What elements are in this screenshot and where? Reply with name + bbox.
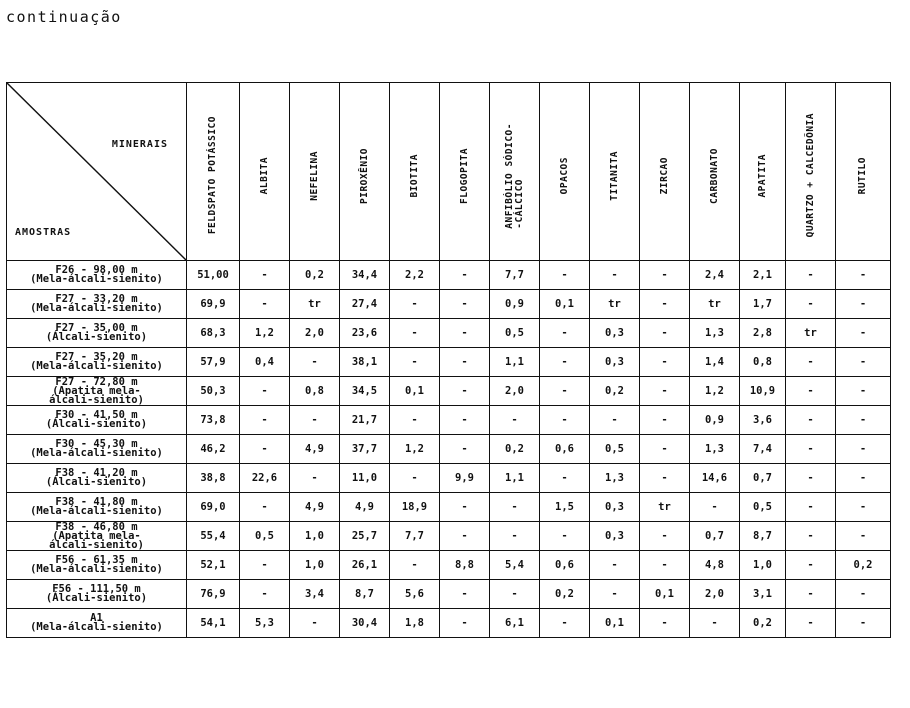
column-header-label: QUARTZO + CALCEDÔNIA bbox=[804, 113, 816, 238]
value-cell: - bbox=[440, 609, 490, 638]
column-header-label: NEFELINA bbox=[308, 150, 320, 201]
value-cell: 0,6 bbox=[540, 435, 590, 464]
value-cell: - bbox=[786, 348, 836, 377]
value-cell: - bbox=[786, 522, 836, 551]
value-cell: 23,6 bbox=[340, 319, 390, 348]
value-cell: - bbox=[640, 377, 690, 406]
value-cell: - bbox=[640, 319, 690, 348]
value-cell: - bbox=[836, 609, 891, 638]
value-cell: 50,3 bbox=[187, 377, 240, 406]
value-cell: 0,5 bbox=[490, 319, 540, 348]
value-cell: - bbox=[590, 580, 640, 609]
value-cell: - bbox=[240, 290, 290, 319]
page-heading: continuação bbox=[6, 8, 122, 26]
value-cell: 27,4 bbox=[340, 290, 390, 319]
value-cell: - bbox=[440, 261, 490, 290]
value-cell: 11,0 bbox=[340, 464, 390, 493]
value-cell: 0,3 bbox=[590, 319, 640, 348]
value-cell: 5,6 bbox=[390, 580, 440, 609]
value-cell: 21,7 bbox=[340, 406, 390, 435]
value-cell: - bbox=[786, 551, 836, 580]
value-cell: 8,8 bbox=[440, 551, 490, 580]
value-cell: 3,4 bbox=[290, 580, 340, 609]
column-header bbox=[390, 83, 440, 261]
value-cell: 0,7 bbox=[690, 522, 740, 551]
value-cell: - bbox=[786, 609, 836, 638]
value-cell: 0,1 bbox=[390, 377, 440, 406]
value-cell: 1,7 bbox=[740, 290, 786, 319]
column-header bbox=[690, 83, 740, 261]
column-header bbox=[786, 83, 836, 261]
sample-cell: F38 - 46,80 m (Apatita mela- álcali-sienito) bbox=[7, 522, 187, 551]
value-cell: - bbox=[440, 435, 490, 464]
value-cell: 10,9 bbox=[740, 377, 786, 406]
column-header bbox=[836, 83, 891, 261]
value-cell: 1,3 bbox=[590, 464, 640, 493]
value-cell: - bbox=[390, 551, 440, 580]
value-cell: - bbox=[786, 377, 836, 406]
column-header-label: RUTILO bbox=[857, 156, 868, 195]
value-cell: - bbox=[240, 580, 290, 609]
value-cell: 2,4 bbox=[690, 261, 740, 290]
value-cell: - bbox=[490, 406, 540, 435]
amostras-label: AMOSTRAS bbox=[15, 227, 72, 238]
value-cell: - bbox=[540, 522, 590, 551]
value-cell: - bbox=[390, 290, 440, 319]
table-body bbox=[7, 261, 891, 638]
column-header-label: ALBITA bbox=[258, 156, 270, 195]
value-cell: 0,6 bbox=[540, 551, 590, 580]
value-cell: - bbox=[240, 406, 290, 435]
value-cell: 5,3 bbox=[240, 609, 290, 638]
value-cell: 1,3 bbox=[690, 319, 740, 348]
value-cell: - bbox=[440, 522, 490, 551]
value-cell: - bbox=[540, 377, 590, 406]
sample-cell: F38 - 41,20 m (Álcali-sienito) bbox=[7, 464, 187, 493]
value-cell: 8,7 bbox=[340, 580, 390, 609]
column-header bbox=[540, 83, 590, 261]
value-cell: 0,9 bbox=[490, 290, 540, 319]
mineral-composition-table bbox=[6, 82, 891, 638]
value-cell: - bbox=[836, 406, 891, 435]
table-row bbox=[7, 493, 891, 522]
value-cell: 7,7 bbox=[490, 261, 540, 290]
value-cell: 52,1 bbox=[187, 551, 240, 580]
value-cell: 1,2 bbox=[690, 377, 740, 406]
value-cell: 9,9 bbox=[440, 464, 490, 493]
value-cell: - bbox=[786, 406, 836, 435]
column-header bbox=[440, 83, 490, 261]
value-cell: - bbox=[440, 290, 490, 319]
value-cell: 0,2 bbox=[836, 551, 891, 580]
value-cell: - bbox=[786, 464, 836, 493]
value-cell: 1,2 bbox=[390, 435, 440, 464]
sample-cell: F27 - 72,80 m (Apatita mela- álcali-sienito) bbox=[7, 377, 187, 406]
value-cell: - bbox=[836, 290, 891, 319]
value-cell: 54,1 bbox=[187, 609, 240, 638]
value-cell: - bbox=[240, 435, 290, 464]
value-cell: 0,1 bbox=[540, 290, 590, 319]
value-cell: 30,4 bbox=[340, 609, 390, 638]
column-header-label: OPACOS bbox=[558, 156, 570, 195]
header-row bbox=[7, 83, 891, 261]
value-cell: 1,4 bbox=[690, 348, 740, 377]
table-row bbox=[7, 290, 891, 319]
table-row bbox=[7, 609, 891, 638]
value-cell: 0,1 bbox=[590, 609, 640, 638]
value-cell: - bbox=[836, 464, 891, 493]
value-cell: 4,9 bbox=[290, 493, 340, 522]
column-header bbox=[740, 83, 786, 261]
value-cell: - bbox=[786, 580, 836, 609]
value-cell: - bbox=[440, 580, 490, 609]
value-cell: - bbox=[690, 493, 740, 522]
sample-cell: F27 - 35,00 m (Álcali-sienito) bbox=[7, 319, 187, 348]
value-cell: 1,1 bbox=[490, 348, 540, 377]
column-header bbox=[187, 83, 240, 261]
value-cell: 25,7 bbox=[340, 522, 390, 551]
sample-cell: F26 - 98,00 m (Mela-álcali-sienito) bbox=[7, 261, 187, 290]
value-cell: - bbox=[640, 435, 690, 464]
value-cell: 1,1 bbox=[490, 464, 540, 493]
value-cell: 0,4 bbox=[240, 348, 290, 377]
value-cell: 0,7 bbox=[740, 464, 786, 493]
value-cell: 14,6 bbox=[690, 464, 740, 493]
value-cell: 0,3 bbox=[590, 522, 640, 551]
value-cell: 8,7 bbox=[740, 522, 786, 551]
value-cell: 68,3 bbox=[187, 319, 240, 348]
value-cell: 1,0 bbox=[290, 522, 340, 551]
value-cell: - bbox=[440, 319, 490, 348]
minerais-label: MINERAIS bbox=[111, 139, 168, 150]
sample-cell: F30 - 41,50 m (Álcali-sienito) bbox=[7, 406, 187, 435]
value-cell: 0,3 bbox=[590, 348, 640, 377]
table-row bbox=[7, 348, 891, 377]
column-header bbox=[240, 83, 290, 261]
table-row bbox=[7, 261, 891, 290]
value-cell: - bbox=[390, 319, 440, 348]
value-cell: - bbox=[490, 493, 540, 522]
column-header-label: TITANITA bbox=[608, 150, 620, 201]
value-cell: 0,2 bbox=[540, 580, 590, 609]
value-cell: - bbox=[836, 261, 891, 290]
value-cell: - bbox=[240, 493, 290, 522]
value-cell: 0,9 bbox=[690, 406, 740, 435]
value-cell: 2,8 bbox=[740, 319, 786, 348]
value-cell: - bbox=[390, 406, 440, 435]
column-header bbox=[340, 83, 390, 261]
value-cell: - bbox=[240, 377, 290, 406]
value-cell: - bbox=[836, 377, 891, 406]
column-header-label: PIROXÊNIO bbox=[358, 147, 370, 204]
value-cell: tr bbox=[640, 493, 690, 522]
column-header-label: CARBONATO bbox=[708, 147, 720, 204]
value-cell: - bbox=[836, 493, 891, 522]
value-cell: 4,8 bbox=[690, 551, 740, 580]
value-cell: 2,1 bbox=[740, 261, 786, 290]
column-header-label: APATITA bbox=[756, 153, 768, 198]
value-cell: 7,7 bbox=[390, 522, 440, 551]
value-cell: 3,1 bbox=[740, 580, 786, 609]
value-cell: 0,8 bbox=[290, 377, 340, 406]
column-header-label: BIOTITA bbox=[408, 153, 420, 198]
value-cell: - bbox=[640, 348, 690, 377]
value-cell: 1,3 bbox=[690, 435, 740, 464]
value-cell: - bbox=[836, 522, 891, 551]
value-cell: 2,2 bbox=[390, 261, 440, 290]
value-cell: - bbox=[440, 406, 490, 435]
sample-cell: F27 - 35,20 m (Mela-álcali-sienito) bbox=[7, 348, 187, 377]
value-cell: 0,2 bbox=[290, 261, 340, 290]
value-cell: 57,9 bbox=[187, 348, 240, 377]
table-row bbox=[7, 464, 891, 493]
value-cell: - bbox=[640, 406, 690, 435]
table-row bbox=[7, 580, 891, 609]
value-cell: 34,5 bbox=[340, 377, 390, 406]
value-cell: - bbox=[390, 348, 440, 377]
value-cell: - bbox=[540, 609, 590, 638]
value-cell: 1,8 bbox=[390, 609, 440, 638]
value-cell: 69,0 bbox=[187, 493, 240, 522]
value-cell: - bbox=[290, 406, 340, 435]
corner-header-cell bbox=[7, 83, 187, 261]
sample-cell: F27 - 33,20 m (Mela-álcali-sienito) bbox=[7, 290, 187, 319]
value-cell: - bbox=[540, 406, 590, 435]
value-cell: 73,8 bbox=[187, 406, 240, 435]
value-cell: - bbox=[836, 348, 891, 377]
value-cell: 1,5 bbox=[540, 493, 590, 522]
table-row bbox=[7, 319, 891, 348]
value-cell: - bbox=[640, 464, 690, 493]
value-cell: 0,5 bbox=[590, 435, 640, 464]
value-cell: 55,4 bbox=[187, 522, 240, 551]
value-cell: 34,4 bbox=[340, 261, 390, 290]
value-cell: 0,3 bbox=[590, 493, 640, 522]
value-cell: 2,0 bbox=[690, 580, 740, 609]
value-cell: - bbox=[640, 522, 690, 551]
value-cell: - bbox=[640, 261, 690, 290]
value-cell: - bbox=[786, 435, 836, 464]
table-row bbox=[7, 377, 891, 406]
value-cell: 0,5 bbox=[740, 493, 786, 522]
value-cell: tr bbox=[290, 290, 340, 319]
column-header bbox=[290, 83, 340, 261]
value-cell: 2,0 bbox=[490, 377, 540, 406]
sample-cell: F56 - 61,35 m (Mela-álcali-sienito) bbox=[7, 551, 187, 580]
value-cell: 5,4 bbox=[490, 551, 540, 580]
value-cell: - bbox=[640, 609, 690, 638]
value-cell: 69,9 bbox=[187, 290, 240, 319]
value-cell: - bbox=[590, 406, 640, 435]
sample-cell: F56 - 111,50 m (Álcali-sienito) bbox=[7, 580, 187, 609]
value-cell: 0,5 bbox=[240, 522, 290, 551]
value-cell: 4,9 bbox=[290, 435, 340, 464]
value-cell: 1,0 bbox=[290, 551, 340, 580]
value-cell: - bbox=[390, 464, 440, 493]
value-cell: - bbox=[640, 290, 690, 319]
value-cell: - bbox=[240, 551, 290, 580]
column-header-label: ZIRCÃO bbox=[658, 156, 670, 195]
value-cell: 4,9 bbox=[340, 493, 390, 522]
value-cell: 6,1 bbox=[490, 609, 540, 638]
value-cell: tr bbox=[590, 290, 640, 319]
value-cell: - bbox=[440, 377, 490, 406]
value-cell: 0,1 bbox=[640, 580, 690, 609]
table-row bbox=[7, 435, 891, 464]
value-cell: - bbox=[540, 319, 590, 348]
value-cell: 7,4 bbox=[740, 435, 786, 464]
value-cell: 2,0 bbox=[290, 319, 340, 348]
value-cell: - bbox=[836, 580, 891, 609]
value-cell: - bbox=[490, 522, 540, 551]
value-cell: - bbox=[590, 551, 640, 580]
value-cell: - bbox=[590, 261, 640, 290]
value-cell: 38,8 bbox=[187, 464, 240, 493]
sample-cell: A1 (Mela-álcali-sienito) bbox=[7, 609, 187, 638]
value-cell: 37,7 bbox=[340, 435, 390, 464]
table-row bbox=[7, 406, 891, 435]
value-cell: - bbox=[440, 348, 490, 377]
value-cell: - bbox=[290, 609, 340, 638]
value-cell: 22,6 bbox=[240, 464, 290, 493]
value-cell: tr bbox=[690, 290, 740, 319]
column-header bbox=[640, 83, 690, 261]
value-cell: 76,9 bbox=[187, 580, 240, 609]
table-row bbox=[7, 522, 891, 551]
column-header-label: FELDSPATO POTÁSSICO bbox=[207, 116, 218, 235]
value-cell: - bbox=[290, 348, 340, 377]
value-cell: - bbox=[240, 261, 290, 290]
value-cell: - bbox=[540, 261, 590, 290]
table-row bbox=[7, 551, 891, 580]
value-cell: - bbox=[786, 261, 836, 290]
value-cell: 26,1 bbox=[340, 551, 390, 580]
column-header-label: FLOGOPITA bbox=[458, 147, 470, 204]
value-cell: - bbox=[540, 348, 590, 377]
value-cell: 51,00 bbox=[187, 261, 240, 290]
value-cell: - bbox=[440, 493, 490, 522]
column-header bbox=[590, 83, 640, 261]
value-cell: - bbox=[786, 493, 836, 522]
column-header bbox=[490, 83, 540, 261]
value-cell: - bbox=[836, 319, 891, 348]
value-cell: - bbox=[786, 290, 836, 319]
value-cell: 0,2 bbox=[590, 377, 640, 406]
value-cell: - bbox=[640, 551, 690, 580]
value-cell: tr bbox=[786, 319, 836, 348]
value-cell: 0,2 bbox=[740, 609, 786, 638]
value-cell: - bbox=[690, 609, 740, 638]
value-cell: 18,9 bbox=[390, 493, 440, 522]
sample-cell: F30 - 45,30 m (Mela-álcali-sienito) bbox=[7, 435, 187, 464]
value-cell: - bbox=[540, 464, 590, 493]
value-cell: 3,6 bbox=[740, 406, 786, 435]
value-cell: 46,2 bbox=[187, 435, 240, 464]
value-cell: 0,8 bbox=[740, 348, 786, 377]
value-cell: 38,1 bbox=[340, 348, 390, 377]
value-cell: 0,2 bbox=[490, 435, 540, 464]
value-cell: 1,0 bbox=[740, 551, 786, 580]
value-cell: - bbox=[290, 464, 340, 493]
column-header-label: ANFIBÓLIO SÓDICO- -CÁLCICO bbox=[503, 122, 525, 229]
value-cell: - bbox=[490, 580, 540, 609]
value-cell: - bbox=[836, 435, 891, 464]
sample-cell: F38 - 41,80 m (Mela-álcali-sienito) bbox=[7, 493, 187, 522]
value-cell: 1,2 bbox=[240, 319, 290, 348]
